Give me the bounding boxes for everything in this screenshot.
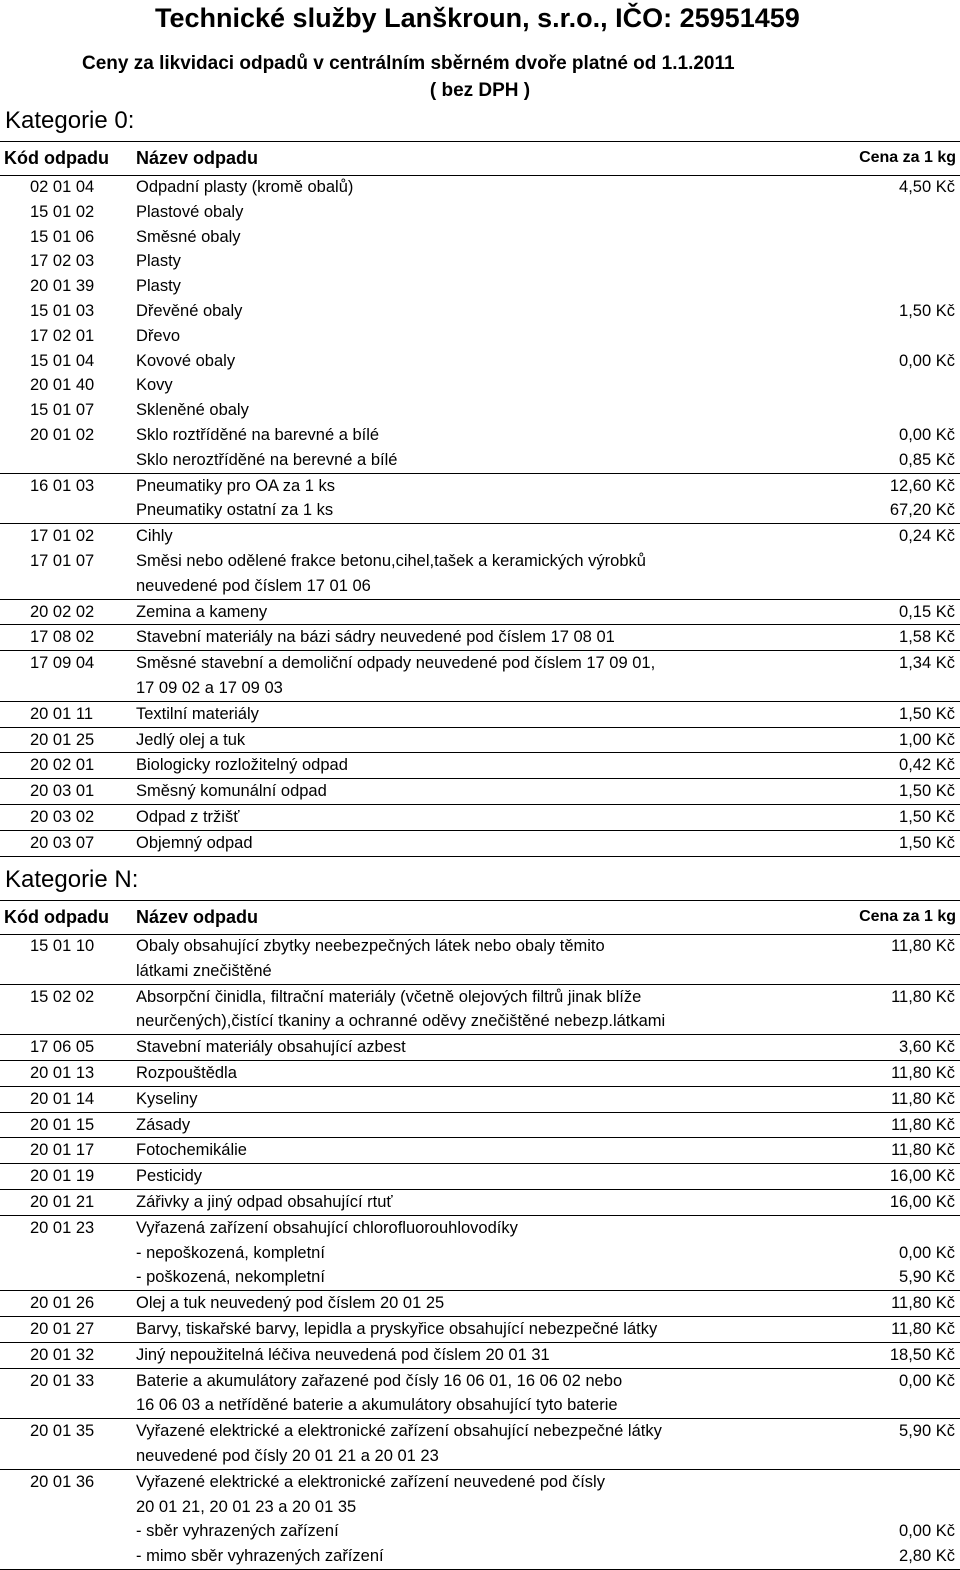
row-line [0, 1087, 960, 1112]
table-row [0, 524, 960, 599]
table-row [0, 1343, 960, 1369]
table-row [0, 651, 960, 702]
waste-code: 16 01 03 [30, 476, 95, 495]
row-line [0, 1190, 960, 1215]
waste-price: 1,50 Kč [899, 301, 955, 320]
table-row [0, 985, 960, 1036]
waste-code: 15 02 02 [30, 987, 95, 1006]
table-row [0, 1216, 960, 1291]
waste-code: 17 01 02 [30, 527, 95, 546]
waste-code: 15 01 04 [30, 351, 95, 370]
waste-name: Plasty [136, 277, 181, 296]
row-line [0, 498, 960, 523]
column-header-name: Název odpadu [136, 907, 259, 927]
row-line [0, 985, 960, 1010]
row-line [0, 175, 960, 200]
waste-name: Vyřazené elektrické a elektronické zařízení neuvedené pod čísly [136, 1472, 605, 1491]
waste-name: 16 06 03 a netříděné baterie a akumulátory obsahující tyto baterie [136, 1396, 618, 1415]
row-line [0, 1164, 960, 1189]
waste-code: 17 01 07 [30, 551, 95, 570]
waste-code: 17 02 03 [30, 252, 95, 271]
table-row [0, 1138, 960, 1164]
table-row [0, 1035, 960, 1061]
row-line [0, 600, 960, 625]
table-row [0, 1419, 960, 1470]
waste-name: Absorpční činidla, filtrační materiály (včetně olejových filtrů jinak blíže [136, 987, 642, 1006]
waste-name: neuvedené pod čísly 20 01 21 a 20 01 23 [136, 1446, 439, 1465]
waste-price: 11,80 Kč [891, 937, 955, 955]
row-line [0, 676, 960, 701]
row-line [0, 959, 960, 984]
row-line [0, 549, 960, 574]
row-line [0, 1419, 960, 1444]
waste-code: 20 01 13 [30, 1063, 95, 1082]
category-n-table-body [0, 934, 960, 1570]
waste-name: Cihly [136, 527, 173, 546]
waste-price: 11,80 Kč [891, 987, 955, 1006]
table-row [0, 1369, 960, 1420]
table-row [0, 175, 960, 474]
row-line [0, 200, 960, 225]
row-line [0, 249, 960, 274]
row-line [0, 225, 960, 250]
row-line [0, 934, 960, 959]
document-subtitle: Ceny za likvidaci odpadů v centrálním sběrném dvoře platné od 1.1.2011 [82, 53, 735, 74]
waste-name: Sklo neroztříděné na berevné a bílé [136, 450, 398, 469]
waste-code: 20 01 02 [30, 425, 95, 444]
waste-name: Stavební materiály na bázi sádry neuvedené pod číslem 17 08 01 [136, 628, 615, 647]
waste-name: Dřevěné obaly [136, 301, 243, 320]
waste-code: 15 01 03 [30, 301, 95, 320]
waste-code: 15 01 02 [30, 202, 95, 221]
waste-price: 0,24 Kč [899, 527, 955, 546]
waste-code: 02 01 04 [30, 178, 95, 196]
row-line [0, 805, 960, 830]
row-line [0, 1265, 960, 1290]
waste-price: 5,90 Kč [899, 1422, 955, 1441]
waste-price: 11,80 Kč [891, 1115, 955, 1134]
table-row [0, 779, 960, 805]
waste-price: 0,00 Kč [899, 1243, 955, 1262]
vat-note: ( bez DPH ) [429, 80, 531, 101]
table-row [0, 1164, 960, 1190]
waste-name: Stavební materiály obsahující azbest [136, 1038, 406, 1057]
waste-name: Zásady [136, 1115, 191, 1134]
waste-code: 17 08 02 [30, 628, 95, 647]
document-title: Technické služby Lanškroun, s.r.o., IČO: 25951459 [155, 3, 800, 33]
row-line [0, 728, 960, 753]
table-row [0, 753, 960, 779]
waste-name: látkami znečištěné [136, 961, 272, 980]
waste-name: - mimo sběr vyhrazených zařízení [136, 1547, 384, 1566]
waste-name: Kovové obaly [136, 351, 236, 370]
waste-name: Směsný komunální odpad [136, 782, 327, 801]
row-line [0, 1369, 960, 1394]
waste-name: 17 09 02 a 17 09 03 [136, 678, 283, 697]
waste-price: 1,50 Kč [899, 833, 955, 852]
row-line [0, 1343, 960, 1368]
waste-name: Zemina a kameny [136, 602, 268, 621]
row-line [0, 1393, 960, 1418]
waste-price: 11,80 Kč [891, 1089, 955, 1108]
waste-code: 20 01 26 [30, 1294, 95, 1313]
waste-code: 20 01 21 [30, 1192, 95, 1211]
waste-code: 20 01 33 [30, 1371, 95, 1390]
row-line [0, 1009, 960, 1034]
waste-name: Směsi nebo odělené frakce betonu,cihel,tašek a keramických výrobků [136, 551, 646, 570]
waste-name: Baterie a akumulátory zařazené pod čísly 16 06 01, 16 06 02 nebo [136, 1371, 623, 1390]
waste-price: 18,50 Kč [889, 1345, 955, 1364]
waste-name: Zářivky a jiný odpad obsahující rtuť [136, 1192, 393, 1211]
waste-price: 0,00 Kč [899, 1371, 955, 1390]
waste-price: 1,34 Kč [899, 654, 955, 673]
row-line [0, 1519, 960, 1544]
waste-name: Plastové obaly [136, 202, 244, 221]
waste-code: 15 01 07 [30, 401, 95, 420]
waste-name: Odpad z tržišť [136, 807, 240, 826]
waste-price: 0,42 Kč [899, 756, 955, 775]
waste-name: Textilní materiály [136, 704, 259, 723]
row-line [0, 574, 960, 599]
waste-price: 11,80 Kč [891, 1141, 955, 1160]
row-line [0, 1544, 960, 1569]
waste-name: Jiný nepoužitelná léčiva neuvedená pod číslem 20 01 31 [136, 1345, 550, 1364]
category-0-table-header [0, 141, 960, 176]
row-line [0, 702, 960, 727]
waste-name: Kovy [136, 376, 173, 395]
waste-price: 2,80 Kč [899, 1547, 955, 1566]
waste-name: - sběr vyhrazených zařízení [136, 1522, 339, 1541]
row-line [0, 299, 960, 324]
row-line [0, 1035, 960, 1060]
row-line [0, 1495, 960, 1520]
waste-price: 16,00 Kč [889, 1167, 955, 1186]
column-header-code: Kód odpadu [4, 907, 109, 927]
waste-name: Plasty [136, 252, 181, 271]
waste-code: 20 03 01 [30, 782, 95, 801]
row-line [0, 448, 960, 473]
waste-code: 15 01 06 [30, 227, 95, 246]
category-n-heading: Kategorie N: [5, 866, 139, 893]
waste-code: 20 01 23 [30, 1218, 95, 1237]
waste-code: 20 02 01 [30, 756, 95, 775]
table-row [0, 1470, 960, 1570]
row-line [0, 1216, 960, 1241]
waste-price: 67,20 Kč [889, 501, 955, 520]
row-line [0, 1291, 960, 1316]
row-line [0, 423, 960, 448]
table-row [0, 728, 960, 754]
waste-price: 16,00 Kč [889, 1192, 955, 1211]
waste-code: 20 01 35 [30, 1422, 95, 1441]
waste-code: 20 01 19 [30, 1167, 95, 1186]
table-row [0, 1291, 960, 1317]
waste-price: 3,60 Kč [899, 1038, 955, 1057]
row-line [0, 1138, 960, 1163]
table-row [0, 1087, 960, 1113]
row-line [0, 625, 960, 650]
table-row [0, 474, 960, 525]
waste-name: Biologicky rozložitelný odpad [136, 756, 348, 775]
table-row [0, 625, 960, 651]
waste-code: 20 01 15 [30, 1115, 95, 1134]
waste-code: 17 06 05 [30, 1038, 95, 1057]
table-row [0, 934, 960, 985]
category-n-table-header [0, 900, 960, 935]
table-row [0, 1317, 960, 1343]
waste-price: 0,85 Kč [899, 450, 955, 469]
waste-price: 1,50 Kč [899, 704, 955, 723]
waste-name: Pneumatiky ostatní za 1 ks [136, 501, 334, 520]
column-header-price: Cena za 1 kg [859, 149, 956, 166]
waste-price: 11,80 Kč [891, 1294, 955, 1313]
waste-price: 0,00 Kč [899, 425, 955, 444]
table-row [0, 702, 960, 728]
row-line [0, 779, 960, 804]
row-line [0, 1444, 960, 1469]
row-line [0, 274, 960, 299]
waste-price: 12,60 Kč [889, 476, 955, 495]
waste-name: Odpadní plasty (kromě obalů) [136, 178, 354, 196]
waste-code: 15 01 10 [30, 937, 95, 955]
waste-name: Fotochemikálie [136, 1141, 247, 1160]
category-0-heading: Kategorie 0: [5, 107, 135, 134]
waste-code: 20 01 14 [30, 1089, 95, 1108]
waste-name: neuvedené pod číslem 17 01 06 [136, 576, 371, 595]
waste-code: 20 03 07 [30, 833, 95, 852]
column-header-code: Kód odpadu [4, 148, 109, 168]
row-line [0, 349, 960, 374]
waste-code: 20 01 39 [30, 277, 95, 296]
category-0-table-body [0, 175, 960, 857]
waste-code: 20 01 25 [30, 730, 95, 749]
table-row [0, 600, 960, 626]
waste-price: 0,00 Kč [899, 1522, 955, 1541]
waste-name: Pneumatiky pro OA za 1 ks [136, 476, 336, 495]
waste-name: - poškozená, nekompletní [136, 1268, 325, 1287]
waste-name: Barvy, tiskařské barvy, lepidla a pryskyřice obsahující nebezpečné látky [136, 1319, 658, 1338]
row-line [0, 373, 960, 398]
waste-name: 20 01 21, 20 01 23 a 20 01 35 [136, 1497, 357, 1516]
waste-price: 0,15 Kč [899, 602, 955, 621]
waste-name: Obaly obsahující zbytky neebezpečných látek nebo obaly těmito [136, 937, 605, 955]
row-line [0, 651, 960, 676]
waste-price: 1,50 Kč [899, 782, 955, 801]
column-header-name: Název odpadu [136, 148, 259, 168]
waste-name: neurčených),čistící tkaniny a ochranné oděvy znečištěné nebezp.látkami [136, 1012, 666, 1031]
table-row [0, 1061, 960, 1087]
waste-code: 20 01 17 [30, 1141, 95, 1160]
row-line [0, 1317, 960, 1342]
row-line [0, 398, 960, 423]
row-line [0, 1061, 960, 1086]
row-line [0, 474, 960, 499]
waste-code: 20 01 36 [30, 1472, 95, 1491]
waste-price: 4,50 Kč [899, 178, 955, 196]
waste-name: Pesticidy [136, 1167, 203, 1186]
waste-name: Směsné obaly [136, 227, 241, 246]
column-header-price: Cena za 1 kg [859, 908, 956, 925]
row-line [0, 1241, 960, 1266]
waste-price: 11,80 Kč [891, 1319, 955, 1338]
waste-code: 20 02 02 [30, 602, 95, 621]
row-line [0, 1113, 960, 1138]
waste-name: - nepoškozená, kompletní [136, 1243, 325, 1262]
table-row [0, 1190, 960, 1216]
waste-price: 1,00 Kč [899, 730, 955, 749]
waste-code: 20 01 11 [30, 704, 94, 723]
table-row [0, 831, 960, 857]
waste-name: Vyřazená zařízení obsahující chlorofluorouhlovodíky [136, 1218, 518, 1237]
waste-name: Olej a tuk neuvedený pod číslem 20 01 25 [136, 1294, 445, 1313]
waste-name: Směsné stavební a demoliční odpady neuvedené pod číslem 17 09 01, [136, 654, 656, 673]
waste-name: Rozpouštědla [136, 1063, 237, 1082]
waste-code: 20 01 32 [30, 1345, 95, 1364]
row-line [0, 1470, 960, 1495]
waste-code: 20 03 02 [30, 807, 95, 826]
waste-code: 20 01 40 [30, 376, 95, 395]
waste-code: 17 09 04 [30, 654, 95, 673]
waste-name: Dřevo [136, 326, 181, 345]
waste-price: 1,58 Kč [899, 628, 955, 647]
waste-price: 0,00 Kč [899, 351, 955, 370]
row-line [0, 753, 960, 778]
waste-name: Kyseliny [136, 1089, 198, 1108]
table-row [0, 805, 960, 831]
row-line [0, 524, 960, 549]
waste-name: Objemný odpad [136, 833, 253, 852]
table-row [0, 1113, 960, 1139]
waste-price: 11,80 Kč [891, 1063, 955, 1082]
waste-code: 17 02 01 [30, 326, 95, 345]
waste-name: Jedlý olej a tuk [136, 730, 246, 749]
waste-price: 5,90 Kč [899, 1268, 955, 1287]
waste-price: 1,50 Kč [899, 807, 955, 826]
waste-name: Vyřazené elektrické a elektronické zařízení obsahující nebezpečné látky [136, 1422, 662, 1441]
row-line [0, 324, 960, 349]
row-line [0, 831, 960, 856]
waste-code: 20 01 27 [30, 1319, 95, 1338]
waste-name: Skleněné obaly [136, 401, 249, 420]
waste-name: Sklo roztříděné na barevné a bílé [136, 425, 380, 444]
